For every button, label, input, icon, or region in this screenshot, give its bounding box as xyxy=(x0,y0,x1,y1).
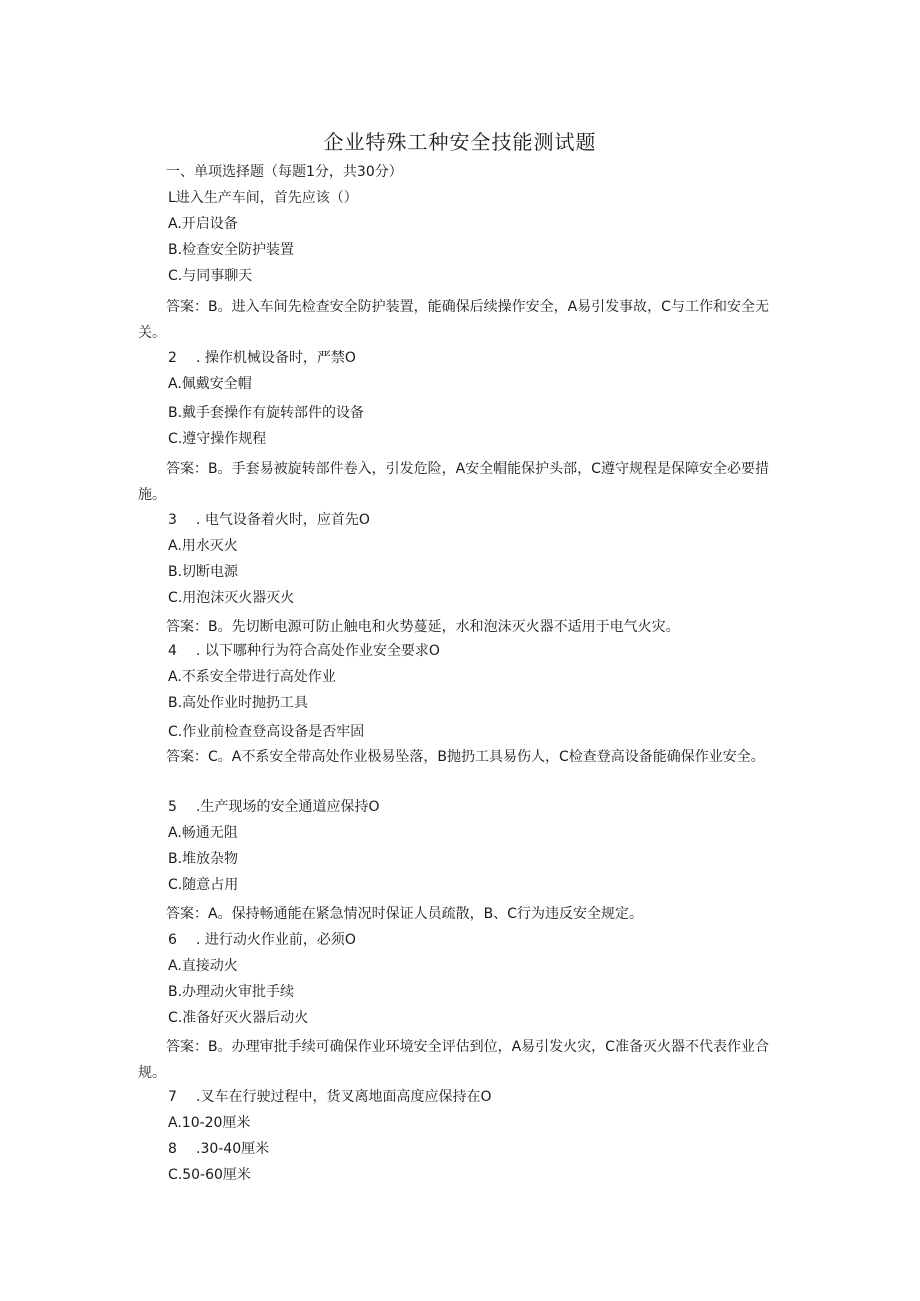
question-4-answer: 答案：C。A不系安全带高处作业极易坠落，B抛扔工具易伤人，C检查登高设备能确保作业安全。 xyxy=(166,749,765,765)
question-5-text: .生产现场的安全通道应保持O xyxy=(196,799,380,815)
question-2-text: . 操作机械设备时，严禁O xyxy=(196,350,356,366)
question-3-answer: 答案：B。先切断电源可防止触电和火势蔓延，水和泡沫灭火器不适用于电气火灾。 xyxy=(166,619,680,635)
question-7-option-c: C.50-60厘米 xyxy=(168,1167,251,1183)
question-6-option-a: A.直接动火 xyxy=(168,958,238,974)
question-4-option-c: C.作业前检查登高设备是否牢固 xyxy=(168,724,365,740)
question-4-stem xyxy=(168,641,440,661)
question-7-option-b-number: 8 xyxy=(168,1141,177,1157)
question-3-option-c: C.用泡沫灭火器灭火 xyxy=(168,590,295,606)
question-2-answer: 答案：B。手套易被旋转部件卷入，引发危险，A安全帽能保护头部，C遵守规程是保障安全必要措施。 xyxy=(138,461,769,503)
question-7-option-a: A.10-20厘米 xyxy=(168,1115,251,1131)
document-title: 企业特殊工种安全技能测试题 xyxy=(323,130,597,154)
question-6-answer: 答案：B。办理审批手续可确保作业环境安全评估到位，A易引发火灾，C准备灭火器不代表作业合规。 xyxy=(138,1039,769,1081)
question-6-stem xyxy=(168,930,356,950)
question-7-stem xyxy=(168,1087,491,1107)
question-2-number: 2 xyxy=(168,350,177,366)
question-7-number: 7 xyxy=(168,1089,177,1105)
question-5-option-b: B.堆放杂物 xyxy=(168,851,239,867)
question-2-option-a: A.佩戴安全帽 xyxy=(168,376,252,392)
question-1-stem: L进入生产车间，首先应该（） xyxy=(168,190,358,206)
question-1-answer: 答案：B。进入车间先检查安全防护装置，能确保后续操作安全，A易引发事故，C与工作和安全无关。 xyxy=(138,299,769,341)
question-5-option-a: A.畅通无阻 xyxy=(168,825,238,841)
question-3-text: . 电气设备着火时，应首先O xyxy=(196,512,370,528)
question-7-text: .叉车在行驶过程中，货叉离地面高度应保持在O xyxy=(196,1089,492,1105)
question-5-number: 5 xyxy=(168,799,177,815)
question-4-text: . 以下哪种行为符合高处作业安全要求O xyxy=(196,643,440,659)
question-3-option-b: B.切断电源 xyxy=(168,564,239,580)
question-7-option-b-text: .30-40厘米 xyxy=(196,1141,270,1157)
question-2-option-b: B.戴手套操作有旋转部件的设备 xyxy=(168,405,365,421)
question-5-stem xyxy=(168,797,379,817)
section-heading: 一、单项选择题（每题1分，共30分） xyxy=(166,164,403,180)
question-6-option-b: B.办理动火审批手续 xyxy=(168,984,295,1000)
question-6-option-c: C.准备好灭火器后动火 xyxy=(168,1010,309,1026)
question-1-option-a: A.开启设备 xyxy=(168,216,238,232)
question-4-option-a: A.不系安全带进行高处作业 xyxy=(168,669,336,685)
question-3-stem xyxy=(168,510,370,530)
question-7-option-b xyxy=(168,1139,269,1159)
question-5-option-c: C.随意占用 xyxy=(168,877,239,893)
question-1-option-c: C.与同事聊天 xyxy=(168,268,253,284)
question-2-option-c: C.遵守操作规程 xyxy=(168,431,267,447)
question-5-answer: 答案：A。保持畅通能在紧急情况时保证人员疏散，B、C行为违反安全规定。 xyxy=(166,906,643,922)
question-3-number: 3 xyxy=(168,512,177,528)
question-2-stem xyxy=(168,348,356,368)
question-1-option-b: B.检查安全防护装置 xyxy=(168,242,295,258)
question-4-number: 4 xyxy=(168,643,177,659)
question-3-option-a: A.用水灭火 xyxy=(168,538,238,554)
question-6-number: 6 xyxy=(168,932,177,948)
question-4-option-b: B.高处作业时抛扔工具 xyxy=(168,695,309,711)
question-6-text: . 进行动火作业前，必须O xyxy=(196,932,356,948)
